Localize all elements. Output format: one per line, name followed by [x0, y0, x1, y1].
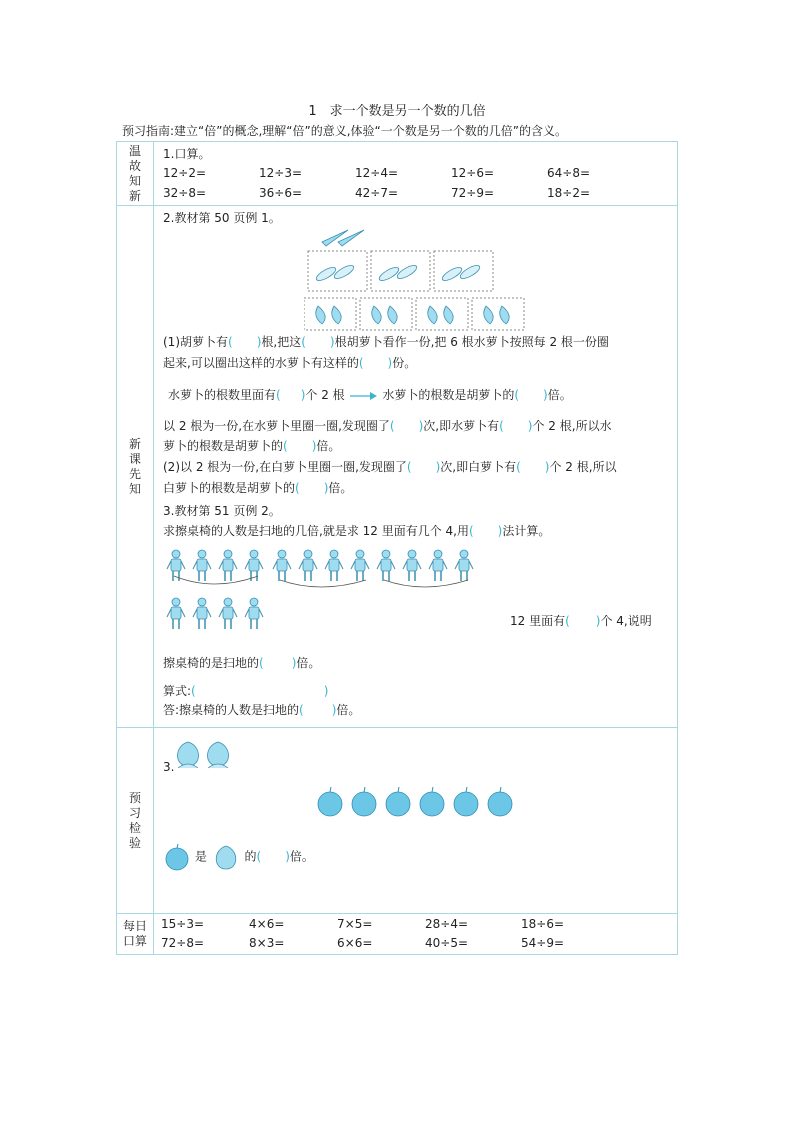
vegetables-illustration — [304, 224, 544, 332]
new-content — [154, 206, 678, 728]
worksheet-table — [116, 141, 678, 955]
label-review: 温 故 知 新 — [117, 142, 154, 206]
p2-line-1: 以 2 根为一份,在水萝卜里圈一圈,发现圈了( )次,即水萝卜有( )个 2 根,所以水 — [163, 419, 612, 433]
people-illustration — [164, 546, 484, 632]
q2-line-1: (2)以 2 根为一份,在白萝卜里圈一圈,发现圈了( )次,即白萝卜有( )个 2 根,所以 — [163, 460, 617, 474]
review-heading: 1.口算。 — [163, 147, 211, 161]
peach-icon — [211, 842, 241, 872]
page-title: 1 求一个数是另一个数的几倍 — [308, 104, 486, 119]
example2-question: 求擦桌椅的人数是扫地的几倍,就是求 12 里面有几个 4,用( )法计算。 — [163, 524, 551, 538]
answer-line: 答:擦桌椅的人数是扫地的( )倍。 — [163, 703, 361, 717]
label-daily: 每日 口算 — [117, 914, 154, 955]
review-row-1: 12÷2= 12÷3= 12÷4= 12÷6= 64÷8= — [163, 166, 591, 180]
has-line: 12 里面有( )个 4,说明 — [510, 614, 652, 628]
white-radish-icon — [314, 263, 481, 283]
daily-row-2: 72÷8= 8×3= 6×6= 40÷5= 54÷9= — [161, 936, 565, 950]
peach-icon — [178, 742, 229, 768]
review-row-2: 32÷8= 36÷6= 42÷7= 72÷9= 18÷2= — [163, 186, 591, 200]
q1-line-2: 起来,可以圈出这样的水萝卜有这样的( )份。 — [163, 356, 417, 370]
arrow-right-icon — [348, 391, 378, 401]
example2-heading: 3.教材第 51 页例 2。 — [163, 504, 281, 518]
daily-content — [154, 914, 678, 955]
q1-line-1: (1)胡萝卜有( )根,把这( )根胡萝卜看作一份,把 6 根水萝卜按照每 2 根一份圈 — [163, 335, 609, 349]
label-check: 预 习 检 验 — [117, 728, 154, 914]
arrow-line: 水萝卜的根数里面有( )个 2 根 水萝卜的根数是胡萝卜的( )倍。 — [168, 388, 572, 402]
apples-illustration — [316, 786, 516, 820]
apple-icon — [163, 843, 191, 871]
carrot-icon — [322, 230, 364, 246]
preview-guide: 预习指南:建立“倍”的概念,理解“倍”的意义,体验“一个数是另一个数的几倍”的含义。 — [122, 124, 567, 138]
peaches-illustration — [172, 736, 242, 774]
p2-line-2: 萝卜的根数是胡萝卜的( )倍。 — [163, 439, 341, 453]
q2-line-2: 白萝卜的根数是胡萝卜的( )倍。 — [163, 481, 353, 495]
check-number: 3. — [163, 760, 175, 774]
review-content — [154, 142, 678, 206]
check-content — [154, 728, 678, 914]
daily-row-1: 15÷3= 4×6= 7×5= 28÷4= 18÷6= — [161, 917, 565, 931]
check-question: 是 的( )倍。 — [163, 842, 314, 872]
bei-line: 擦桌椅的是扫地的( )倍。 — [163, 656, 321, 670]
formula-line: 算式:( ) — [163, 684, 329, 698]
example1-heading: 2.教材第 50 页例 1。 — [163, 211, 281, 225]
label-new: 新 课 先 知 — [117, 206, 154, 728]
apple-icon — [318, 792, 512, 816]
